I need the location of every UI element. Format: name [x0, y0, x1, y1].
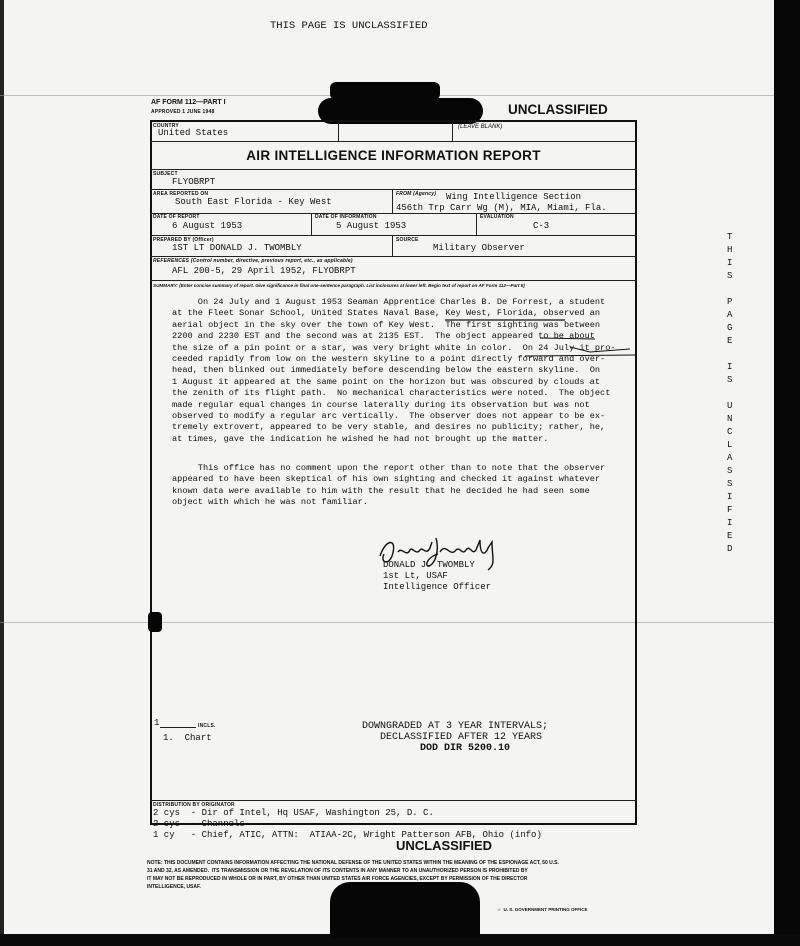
side-stamp-letter: E: [727, 531, 733, 541]
downgrade-line-3: DOD DIR 5200.10: [420, 743, 511, 754]
references-value: AFL 200-5, 29 April 1952, FLYOBRPT: [172, 266, 356, 276]
side-stamp-letter: U: [727, 401, 733, 411]
text-line: aerial object in the sky over the town of Key West. The first sighting was between: [172, 319, 601, 330]
area-label: AREA REPORTED ON: [153, 191, 209, 197]
notice-line: INTELLIGENCE, USAF.: [147, 884, 201, 890]
rule: [160, 727, 196, 728]
prepared-by-value: 1ST LT DONALD J. TWOMBLY: [172, 243, 302, 253]
rule: [150, 235, 637, 236]
side-stamp-letter: N: [727, 414, 733, 424]
text-line: On 24 July and 1 August 1953 Seaman Apprentice Charles B. De Forrest, a student: [172, 297, 606, 307]
side-stamp-letter: C: [727, 427, 733, 437]
distribution-label: DISTRIBUTION BY ORIGINATOR: [153, 802, 235, 808]
scan-edge-left: [0, 0, 4, 946]
signer-rank: 1st Lt, USAF: [383, 571, 448, 581]
side-stamp-letter: I: [727, 518, 733, 528]
country-value: United States: [158, 128, 229, 138]
summary-paragraph-2: [172, 463, 632, 509]
inclosure-item: 1. Chart: [163, 733, 212, 743]
side-stamp-letter: A: [727, 310, 733, 320]
references-label: REFERENCES (Control number, directive, previous report, etc., as applicable): [153, 258, 353, 264]
date-of-information-value: 5 August 1953: [336, 221, 407, 231]
notice-line: 31 AND 32, AS AMENDED. ITS TRANSMISSION OR THE REVELATION OF ITS CONTENTS IN ANY MANNER TO AN UNAUTHORIZED PERSON IS PROHIBITED BY: [147, 868, 528, 874]
subject-label: SUBJECT: [153, 171, 178, 177]
redaction-mark: [330, 882, 480, 938]
text-line: appeared to have been skeptical of his own sighting and checked it against whatever: [172, 474, 601, 485]
side-stamp-letter: I: [727, 362, 733, 372]
evaluation-label: EVALUATION: [480, 214, 514, 220]
from-value-line2: 456th Trp Carr Wg (M), MIA, Miami, Fla.: [396, 203, 607, 213]
downgrade-line-1: DOWNGRADED AT 3 YEAR INTERVALS;: [362, 721, 549, 732]
side-stamp-letter: S: [727, 271, 733, 281]
side-stamp-letter: P: [727, 297, 733, 307]
side-stamp-letter: A: [727, 453, 733, 463]
evaluation-value: C-3: [533, 221, 550, 231]
distribution-line: 2 cys - Dir of Intel, Hq USAF, Washington 25, D. C.: [153, 808, 434, 818]
side-stamp-letter: F: [727, 505, 733, 515]
form-approved: APPROVED 1 JUNE 1948: [151, 109, 215, 115]
side-stamp-letter: T: [727, 232, 733, 242]
side-stamp-letter: G: [727, 323, 733, 333]
scan-edge-right: [774, 0, 800, 946]
side-stamp-letter: S: [727, 466, 733, 476]
rule: [338, 121, 339, 141]
pen-underline-marks: [440, 315, 640, 365]
text-line: observed to modify a regular arc vertically. The observer does not appear to be ex-: [172, 411, 606, 422]
rule: [476, 213, 477, 235]
form-id: AF FORM 112—PART I: [151, 99, 226, 106]
rule: [150, 141, 637, 142]
leave-blank-label: (LEAVE BLANK): [458, 124, 503, 130]
text-line: the zenith of its flight path. No mechanical characteristics were noted. The object: [172, 388, 611, 399]
signature-scrawl: Donald J. Twombly: [376, 532, 387, 533]
text-line: at times, gave the indication he wished he had not brought up the matter.: [172, 433, 549, 444]
distribution-line: 2 cys - Channels: [153, 819, 245, 829]
text-line: ceeded rapidly from low on the western skyline to a point directly forward and over-: [172, 354, 606, 365]
text-line: 2200 and 2230 EST and the second was at 2135 EST. The object appeared to be about: [172, 331, 595, 342]
text-line: made regular equal changes in course laterally during its observation but was not: [172, 399, 590, 410]
side-stamp-letter: S: [727, 375, 733, 385]
side-stamp-letter: I: [727, 258, 733, 268]
side-stamp-letter: H: [727, 245, 733, 255]
rule: [150, 280, 637, 281]
rule: [392, 189, 393, 213]
signer-name: DONALD J. TWOMBLY: [383, 560, 475, 570]
classification-bottom: UNCLASSIFIED: [396, 838, 493, 853]
signer-title: Intelligence Officer: [383, 582, 492, 592]
from-label: FROM (Agency): [396, 191, 437, 197]
date-of-information-label: DATE OF INFORMATION: [315, 214, 377, 220]
subject-value: FLYOBRPT: [172, 177, 216, 187]
notice-line: NOTE: THIS DOCUMENT CONTAINS INFORMATION AFFECTING THE NATIONAL DEFENSE OF THE UNITED STATES WITHIN THE MEANING OF THE ESPIONAGE ACT, 50 U.S.: [147, 860, 559, 866]
date-of-report-label: DATE OF REPORT: [153, 214, 200, 220]
text-line: object with which he was not familiar.: [172, 497, 368, 508]
page-header: THIS PAGE IS UNCLASSIFIED: [270, 20, 428, 32]
side-stamp-letter: S: [727, 479, 733, 489]
side-stamp-letter: I: [727, 492, 733, 502]
inclosure-count: 1: [154, 718, 160, 728]
side-stamp-letter: D: [727, 544, 733, 554]
rule: [392, 235, 393, 256]
downgrade-line-2: DECLASSIFIED AFTER 12 YEARS: [380, 732, 543, 743]
punch-hole-mark: [148, 612, 162, 632]
date-of-report-value: 6 August 1953: [172, 221, 243, 231]
rule: [452, 121, 453, 141]
rule: [150, 256, 637, 257]
text-line: tremely extrovert, appeared to be very stable, and desires no publicity; rather, he,: [172, 422, 606, 433]
rule: [150, 213, 637, 214]
inclosure-label: INCLS.: [198, 723, 216, 729]
text-line: head, then blinked out immediately before descending below the eastern skyline. On: [172, 365, 601, 376]
text-line: the size of a pin point or a star, was very bright white in color. On 24 July it pro-: [172, 342, 616, 353]
rule: [150, 800, 637, 801]
printing-office: ☆ U. S. GOVERNMENT PRINTING OFFICE: [497, 907, 588, 912]
area-value: South East Florida - Key West: [175, 197, 332, 207]
notice-line: IT MAY NOT BE REPRODUCED IN WHOLE OR IN PART, BY OTHER THAN UNITED STATES AIR FORCE AGENCIES, EXCEPT BY PERMISSION OF THE DIRECTOR: [147, 876, 528, 882]
report-title: AIR INTELLIGENCE INFORMATION REPORT: [246, 148, 541, 163]
rule: [311, 213, 312, 235]
rule: [150, 169, 637, 170]
summary-label: SUMMARY: (Enter concise summary of report. Give significance in final one-sentence paragraph. List inclosures at lower left. Begin text of report on AF Form 112—Part II): [153, 283, 525, 288]
prepared-by-label: PREPARED BY (Officer): [153, 237, 214, 243]
classification-top: UNCLASSIFIED: [508, 102, 608, 117]
rule: [150, 189, 637, 190]
side-stamp-letter: E: [727, 336, 733, 346]
text-line: 1 August it appeared at the same point on the horizon but was obscured by clouds at: [172, 376, 601, 387]
text-line: This office has no comment upon the report other than to note that the observer: [172, 463, 606, 473]
text-line: known data were available to him with the result that he decided he had seen some: [172, 485, 590, 496]
source-value: Military Observer: [433, 243, 525, 253]
side-stamp-letter: L: [727, 440, 733, 450]
country-label: COUNTRY: [153, 123, 179, 129]
text-line: at the Fleet Sonar School, United States Naval Base, Key West, Florida, observed an: [172, 308, 601, 319]
source-label: SOURCE: [396, 237, 419, 243]
distribution-line: 1 cy - Chief, ATIC, ATTN: ATIAA-2C, Wright Patterson AFB, Ohio (info): [153, 830, 542, 840]
from-value-line1: Wing Intelligence Section: [446, 192, 582, 202]
